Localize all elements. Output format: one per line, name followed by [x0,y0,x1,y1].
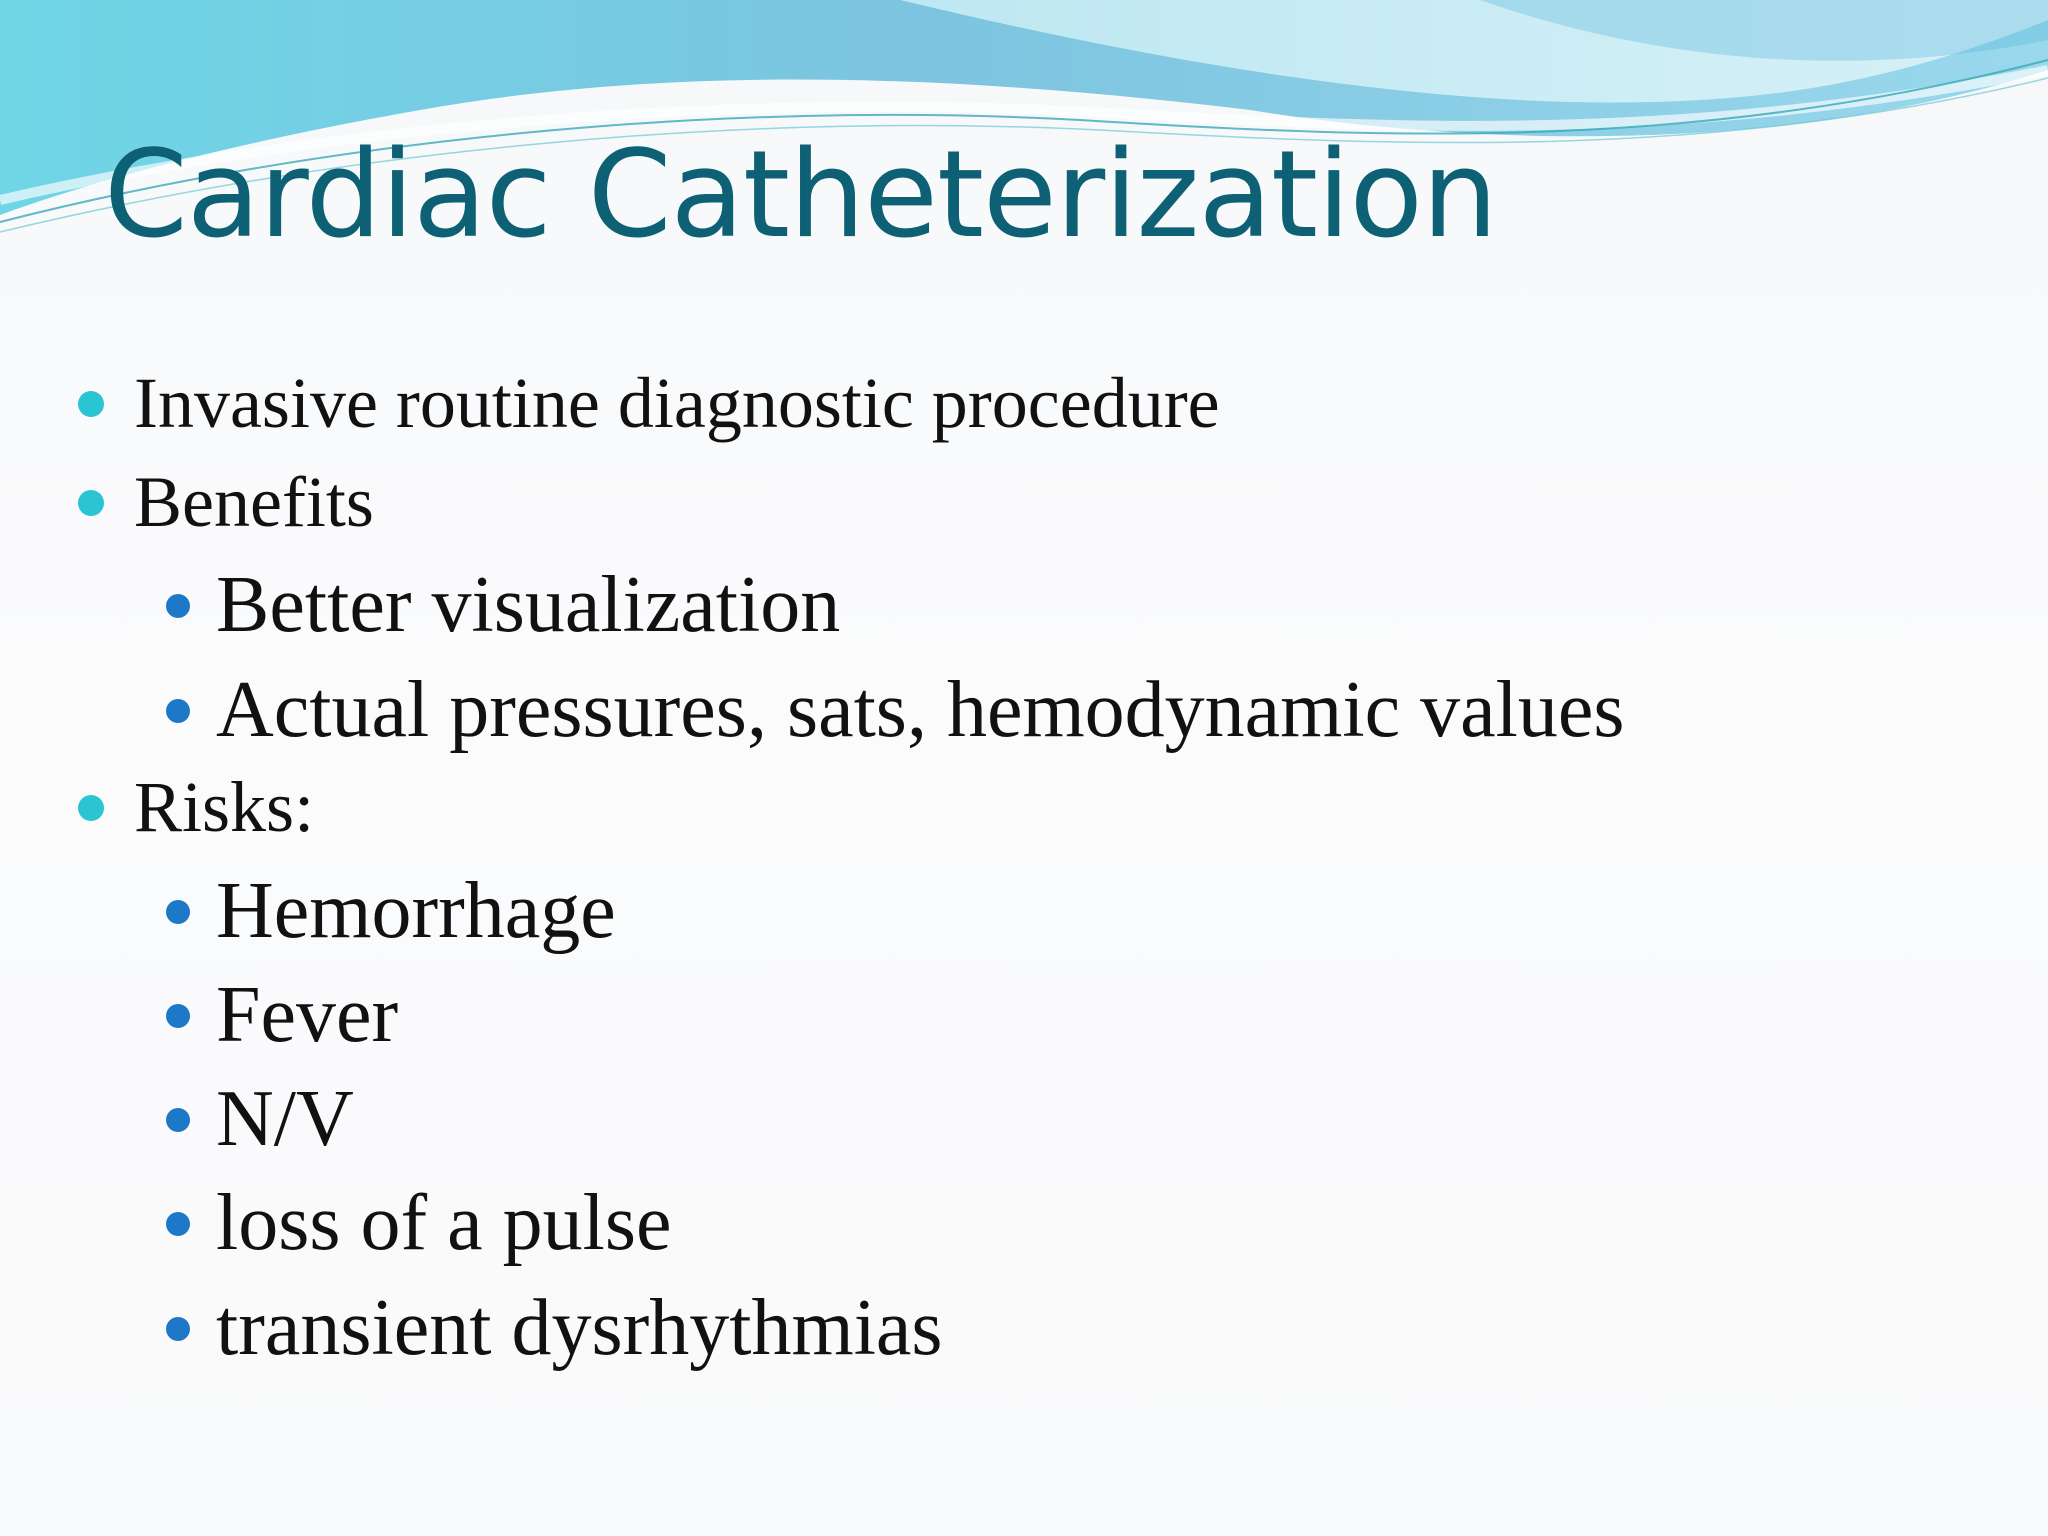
sub-bullet-dot-icon [166,1004,190,1028]
sub-bullet-item [216,1178,672,1269]
sub-bullet-text: transient dysrhythmias [216,1284,943,1372]
bullet-dot-icon [78,795,104,821]
bullet-item [134,461,374,544]
sub-bullet-item [216,866,616,957]
bullet-item [134,362,1220,445]
sub-bullet-item [216,1283,943,1374]
bullet-item [134,766,314,849]
sub-bullet-text: loss of a pulse [216,1179,672,1267]
sub-bullet-text: Hemorrhage [216,867,616,955]
bullet-dot-icon [78,490,104,516]
bullet-text: Risks: [134,767,315,847]
sub-bullet-item [216,560,840,651]
sub-bullet-dot-icon [166,699,190,723]
sub-bullet-text: Actual pressures, sats, hemodynamic values [216,666,1625,754]
sub-bullet-item [216,1074,354,1165]
sub-bullet-dot-icon [166,900,190,924]
bullet-text: Invasive routine diagnostic procedure [134,363,1220,443]
bullet-dot-icon [78,391,104,417]
sub-bullet-dot-icon [166,1108,190,1132]
slide-title: Cardiac Catheterization [104,126,1497,265]
sub-bullet-text: Fever [216,971,399,1059]
sub-bullet-item [216,665,1625,756]
sub-bullet-text: N/V [216,1075,354,1163]
sub-bullet-dot-icon [166,1317,190,1341]
bullet-text: Benefits [134,462,374,542]
sub-bullet-dot-icon [166,594,190,618]
sub-bullet-dot-icon [166,1212,190,1236]
sub-bullet-item [216,970,398,1061]
sub-bullet-text: Better visualization [216,561,841,649]
